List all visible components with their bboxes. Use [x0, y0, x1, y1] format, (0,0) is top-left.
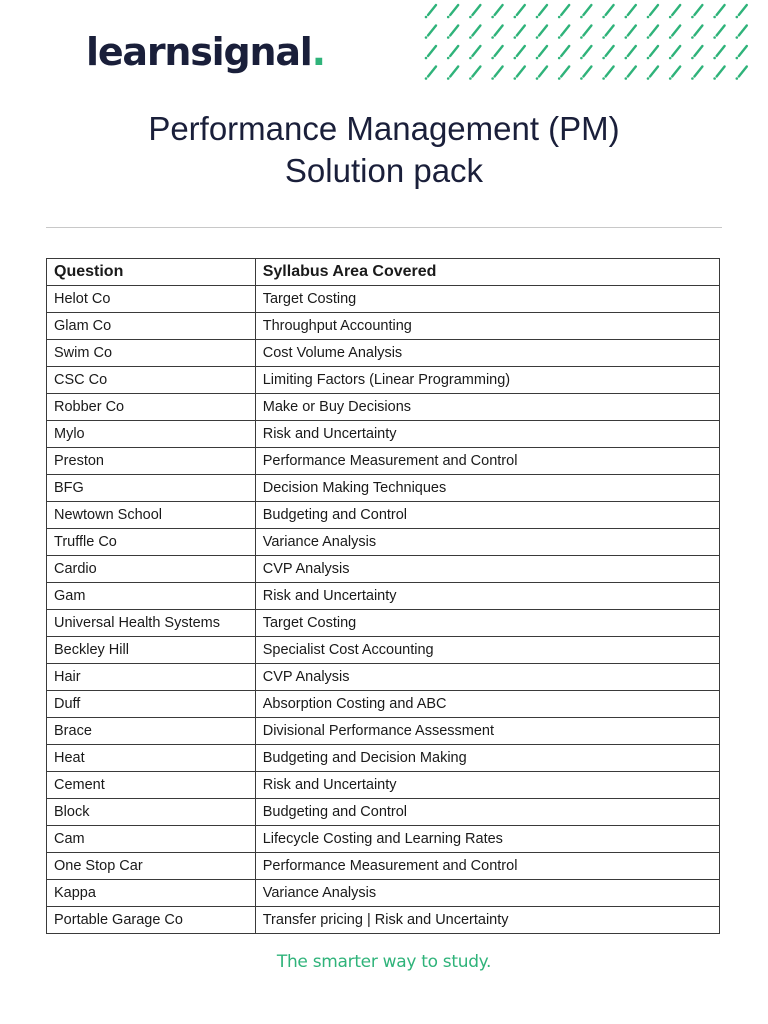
- question-cell: Mylo: [47, 421, 256, 448]
- table-row: [47, 880, 720, 907]
- table-row: [47, 691, 720, 718]
- question-cell: Hair: [47, 664, 256, 691]
- question-cell: Glam Co: [47, 313, 256, 340]
- pattern-dot: [736, 16, 739, 19]
- pattern-slash: [472, 26, 480, 36]
- syllabus-area-cell: Decision Making Techniques: [255, 475, 719, 502]
- syllabus-area-cell: Throughput Accounting: [255, 313, 719, 340]
- pattern-slash: [539, 26, 547, 36]
- pattern-dot: [469, 77, 472, 80]
- pattern-dot: [691, 16, 694, 19]
- pattern-slash: [583, 26, 591, 36]
- syllabus-area-cell: Specialist Cost Accounting: [255, 637, 719, 664]
- pattern-slash: [539, 5, 547, 15]
- pattern-dot: [491, 57, 494, 60]
- pattern-dot: [514, 36, 517, 39]
- pattern-dot: [691, 36, 694, 39]
- table-body: [47, 286, 720, 934]
- pattern-slash: [606, 5, 614, 15]
- syllabus-area-cell: Transfer pricing | Risk and Uncertainty: [255, 907, 719, 934]
- pattern-slash: [495, 67, 503, 77]
- table-row: [47, 745, 720, 772]
- pattern-dot: [536, 77, 539, 80]
- syllabus-area-cell: Lifecycle Costing and Learning Rates: [255, 826, 719, 853]
- column-header-question: Question: [47, 259, 256, 286]
- pattern-slash: [561, 5, 569, 15]
- pattern-dot: [447, 16, 450, 19]
- syllabus-area-cell: CVP Analysis: [255, 556, 719, 583]
- syllabus-area-cell: Make or Buy Decisions: [255, 394, 719, 421]
- syllabus-area-cell: Risk and Uncertainty: [255, 583, 719, 610]
- pattern-dot: [580, 77, 583, 80]
- pattern-dot: [425, 16, 428, 19]
- question-cell: Helot Co: [47, 286, 256, 313]
- table-row: [47, 529, 720, 556]
- syllabus-area-cell: Cost Volume Analysis: [255, 340, 719, 367]
- syllabus-area-cell: Budgeting and Decision Making: [255, 745, 719, 772]
- pattern-dot: [469, 16, 472, 19]
- pattern-slash: [650, 5, 658, 15]
- pattern-dot: [558, 77, 561, 80]
- table-row: [47, 394, 720, 421]
- pattern-dot: [647, 36, 650, 39]
- pattern-dot: [447, 77, 450, 80]
- table-row: [47, 637, 720, 664]
- table-row: [47, 772, 720, 799]
- pattern-dot: [669, 36, 672, 39]
- table-row: [47, 907, 720, 934]
- pattern-slash: [717, 67, 725, 77]
- pattern-slash: [606, 26, 614, 36]
- pattern-slash: [561, 26, 569, 36]
- pattern-slash: [694, 67, 702, 77]
- pattern-dot: [469, 36, 472, 39]
- pattern-dot: [514, 77, 517, 80]
- pattern-slash: [739, 5, 747, 15]
- pattern-slash: [450, 67, 458, 77]
- pattern-slash: [717, 46, 725, 56]
- pattern-dot: [647, 16, 650, 19]
- table-row: [47, 826, 720, 853]
- pattern-slash: [694, 26, 702, 36]
- pattern-slash: [428, 67, 436, 77]
- pattern-dot: [602, 36, 605, 39]
- pattern-dot: [580, 57, 583, 60]
- pattern-slash: [628, 5, 636, 15]
- pattern-slash: [561, 46, 569, 56]
- pattern-slash: [672, 46, 680, 56]
- pattern-dot: [558, 16, 561, 19]
- pattern-dot: [647, 77, 650, 80]
- question-cell: Swim Co: [47, 340, 256, 367]
- table-header-row: [47, 259, 720, 286]
- question-cell: One Stop Car: [47, 853, 256, 880]
- question-cell: Portable Garage Co: [47, 907, 256, 934]
- question-cell: Newtown School: [47, 502, 256, 529]
- pattern-dot: [491, 77, 494, 80]
- table-row: [47, 367, 720, 394]
- pattern-dot: [491, 16, 494, 19]
- pattern-slash: [739, 26, 747, 36]
- learnsignal-logo: [86, 28, 325, 76]
- question-cell: Kappa: [47, 880, 256, 907]
- pattern-slash: [517, 26, 525, 36]
- pattern-dot: [602, 77, 605, 80]
- table-row: [47, 475, 720, 502]
- pattern-slash: [628, 67, 636, 77]
- solutions-table: [46, 258, 720, 934]
- table-row: [47, 583, 720, 610]
- pattern-slash: [450, 5, 458, 15]
- syllabus-area-cell: Limiting Factors (Linear Programming): [255, 367, 719, 394]
- pattern-slash: [450, 46, 458, 56]
- pattern-slash: [717, 26, 725, 36]
- pattern-slash: [694, 46, 702, 56]
- pattern-dot: [625, 36, 628, 39]
- footer-tagline: The smarter way to study.: [276, 952, 492, 972]
- pattern-slash: [694, 5, 702, 15]
- pattern-dot: [625, 57, 628, 60]
- column-header-syllabus-area: Syllabus Area Covered: [255, 259, 719, 286]
- pattern-dot: [647, 57, 650, 60]
- pattern-slash: [672, 67, 680, 77]
- syllabus-area-cell: Absorption Costing and ABC: [255, 691, 719, 718]
- pattern-slash: [495, 26, 503, 36]
- table-row: [47, 610, 720, 637]
- question-cell: Block: [47, 799, 256, 826]
- pattern-dot: [625, 77, 628, 80]
- pattern-slash: [628, 46, 636, 56]
- slash-pattern-icon: [424, 0, 768, 82]
- pattern-slash: [739, 46, 747, 56]
- pattern-dot: [713, 57, 716, 60]
- pattern-dot: [558, 36, 561, 39]
- pattern-slash: [650, 67, 658, 77]
- pattern-slash: [495, 5, 503, 15]
- table-row: [47, 556, 720, 583]
- pattern-dot: [713, 77, 716, 80]
- pattern-dot: [558, 57, 561, 60]
- pattern-slash: [428, 26, 436, 36]
- pattern-slash: [495, 46, 503, 56]
- table-row: [47, 799, 720, 826]
- question-cell: Gam: [47, 583, 256, 610]
- pattern-dot: [669, 77, 672, 80]
- syllabus-area-cell: Budgeting and Control: [255, 502, 719, 529]
- table-row: [47, 502, 720, 529]
- page-title-line-1: Performance Management (PM): [148, 110, 620, 147]
- question-cell: Duff: [47, 691, 256, 718]
- table-row: [47, 853, 720, 880]
- pattern-dot: [491, 36, 494, 39]
- question-cell: CSC Co: [47, 367, 256, 394]
- pattern-slash: [472, 46, 480, 56]
- pattern-slash: [583, 5, 591, 15]
- pattern-slash: [739, 67, 747, 77]
- pattern-slash: [650, 26, 658, 36]
- pattern-dot: [536, 57, 539, 60]
- question-cell: Cement: [47, 772, 256, 799]
- question-cell: Beckley Hill: [47, 637, 256, 664]
- logo-dot: .: [311, 30, 325, 74]
- syllabus-area-cell: Performance Measurement and Control: [255, 448, 719, 475]
- syllabus-area-cell: Risk and Uncertainty: [255, 772, 719, 799]
- pattern-dot: [447, 57, 450, 60]
- syllabus-area-cell: Target Costing: [255, 610, 719, 637]
- pattern-slash: [561, 67, 569, 77]
- pattern-dot: [447, 36, 450, 39]
- pattern-dot: [580, 16, 583, 19]
- question-cell: Brace: [47, 718, 256, 745]
- table-row: [47, 313, 720, 340]
- table-row: [47, 664, 720, 691]
- pattern-dot: [425, 36, 428, 39]
- question-cell: Truffle Co: [47, 529, 256, 556]
- syllabus-area-cell: CVP Analysis: [255, 664, 719, 691]
- pattern-dot: [713, 36, 716, 39]
- pattern-dot: [602, 57, 605, 60]
- pattern-slash: [428, 46, 436, 56]
- question-cell: Universal Health Systems: [47, 610, 256, 637]
- pattern-slash: [672, 5, 680, 15]
- question-cell: Robber Co: [47, 394, 256, 421]
- title-divider: [46, 227, 722, 228]
- pattern-dot: [536, 16, 539, 19]
- pattern-dot: [736, 36, 739, 39]
- pattern-slash: [428, 5, 436, 15]
- pattern-dot: [691, 57, 694, 60]
- syllabus-area-cell: Divisional Performance Assessment: [255, 718, 719, 745]
- pattern-dot: [425, 57, 428, 60]
- pattern-slash: [606, 67, 614, 77]
- pattern-dot: [469, 57, 472, 60]
- pattern-slash: [472, 67, 480, 77]
- pattern-slash: [450, 26, 458, 36]
- pattern-dot: [669, 16, 672, 19]
- table-row: [47, 421, 720, 448]
- question-cell: Heat: [47, 745, 256, 772]
- question-cell: Preston: [47, 448, 256, 475]
- table-row: [47, 286, 720, 313]
- question-cell: Cam: [47, 826, 256, 853]
- pattern-slash: [583, 67, 591, 77]
- page-title-line-2: Solution pack: [284, 152, 484, 189]
- pattern-dot: [713, 16, 716, 19]
- pattern-slash: [539, 67, 547, 77]
- syllabus-area-cell: Performance Measurement and Control: [255, 853, 719, 880]
- pattern-slash: [539, 46, 547, 56]
- pattern-slash: [672, 26, 680, 36]
- logo-wordmark: learnsignal: [86, 30, 312, 74]
- pattern-dot: [736, 57, 739, 60]
- pattern-slash: [517, 5, 525, 15]
- pattern-dot: [425, 77, 428, 80]
- pattern-dot: [691, 77, 694, 80]
- pattern-dot: [625, 16, 628, 19]
- pattern-dot: [514, 16, 517, 19]
- pattern-slash: [606, 46, 614, 56]
- syllabus-area-cell: Variance Analysis: [255, 880, 719, 907]
- pattern-slash: [717, 5, 725, 15]
- table-row: [47, 448, 720, 475]
- pattern-dot: [514, 57, 517, 60]
- syllabus-area-cell: Risk and Uncertainty: [255, 421, 719, 448]
- pattern-slash: [517, 46, 525, 56]
- syllabus-area-cell: Variance Analysis: [255, 529, 719, 556]
- pattern-slash: [628, 26, 636, 36]
- pattern-dot: [669, 57, 672, 60]
- pattern-slash: [650, 46, 658, 56]
- pattern-dot: [602, 16, 605, 19]
- pattern-dot: [536, 36, 539, 39]
- page-title: [0, 108, 768, 192]
- pattern-dot: [580, 36, 583, 39]
- syllabus-area-cell: Target Costing: [255, 286, 719, 313]
- question-cell: BFG: [47, 475, 256, 502]
- syllabus-area-cell: Budgeting and Control: [255, 799, 719, 826]
- table-row: [47, 718, 720, 745]
- pattern-slash: [583, 46, 591, 56]
- pattern-dot: [736, 77, 739, 80]
- pattern-slash: [517, 67, 525, 77]
- question-cell: Cardio: [47, 556, 256, 583]
- table-row: [47, 340, 720, 367]
- pattern-slash: [472, 5, 480, 15]
